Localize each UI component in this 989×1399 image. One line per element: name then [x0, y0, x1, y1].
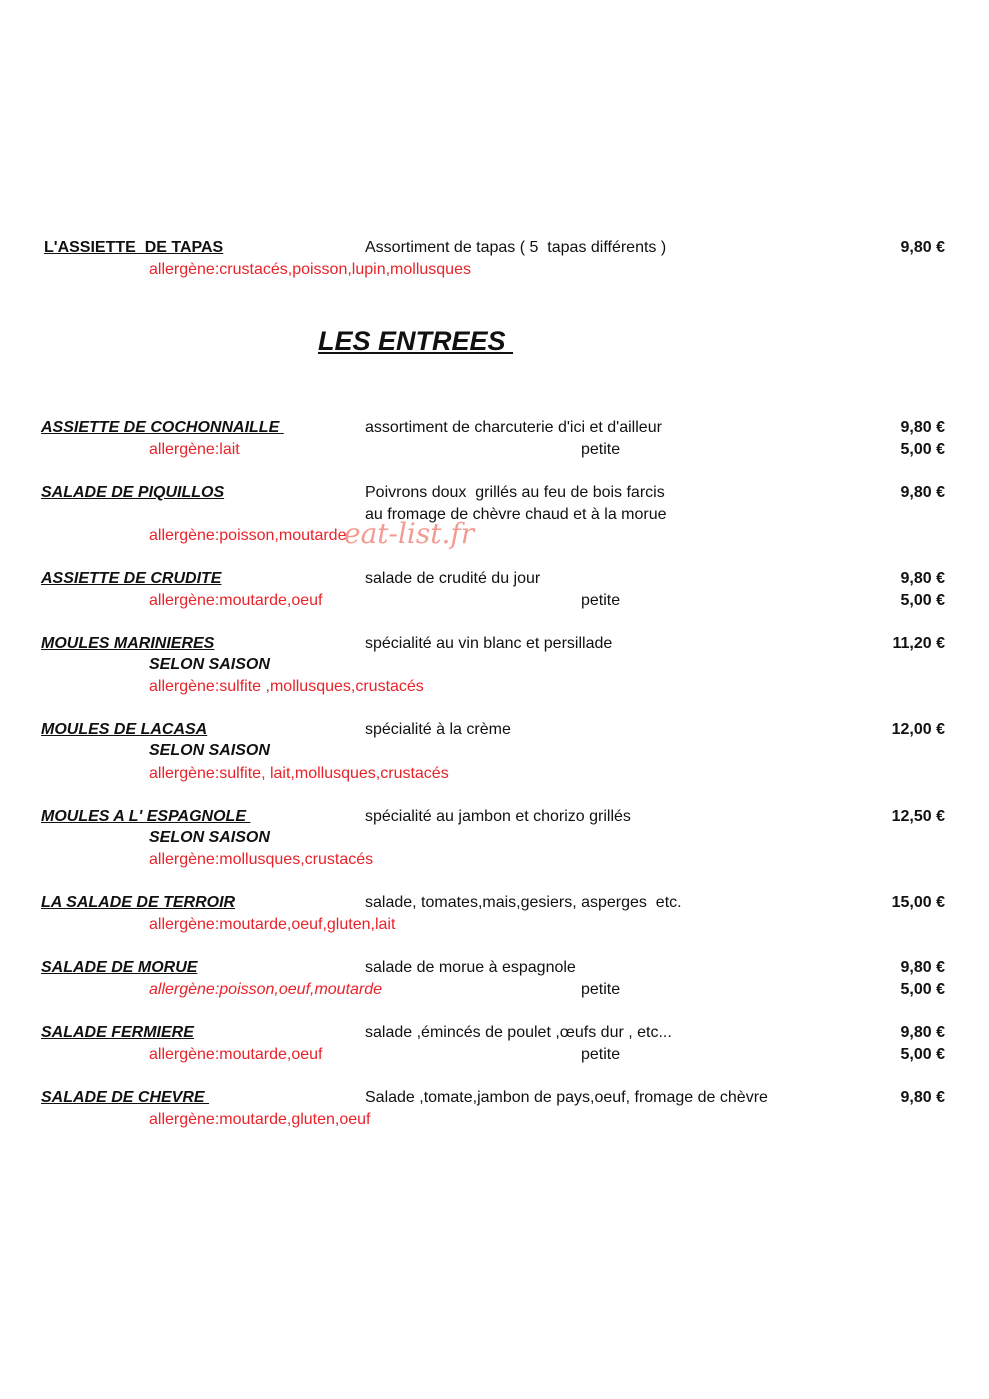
allergen-text: allergène:moutarde,oeuf — [149, 1046, 323, 1063]
note-row — [0, 828, 989, 848]
menu-item-moules-lacasa — [0, 720, 989, 740]
season-note: SELON SAISON — [149, 829, 270, 846]
item-price: 9,80 € — [900, 419, 945, 436]
allergen-row — [0, 850, 989, 870]
item-description-line2: au fromage de chèvre chaud et à la morue — [365, 506, 667, 523]
menu-item-salade-terroir — [0, 893, 989, 913]
allergen-text: allergène:moutarde,oeuf,gluten,lait — [149, 916, 396, 933]
allergen-row — [0, 980, 989, 1000]
item-description: Salade ,tomate,jambon de pays,oeuf, fromage de chèvre — [365, 1089, 768, 1106]
allergen-row — [0, 1110, 989, 1130]
item-price: 9,80 € — [900, 570, 945, 587]
item-description: Assortiment de tapas ( 5 tapas différents ) — [365, 239, 667, 256]
allergen-row — [0, 260, 989, 280]
allergen-row — [0, 764, 989, 784]
allergen-row — [0, 1045, 989, 1065]
item-price: 9,80 € — [900, 1024, 945, 1041]
petite-price: 5,00 € — [900, 981, 945, 998]
petite-label: petite — [581, 1046, 621, 1063]
petite-label: petite — [581, 981, 621, 998]
allergen-text: allergène:lait — [149, 441, 240, 458]
watermark: eat-list.fr — [344, 517, 475, 550]
item-name: LA SALADE DE TERROIR — [41, 894, 236, 911]
item-name: L'ASSIETTE DE TAPAS — [44, 239, 224, 256]
item-name: SALADE DE MORUE — [41, 959, 198, 976]
item-description: spécialité à la crème — [365, 721, 511, 738]
allergen-text: allergène:sulfite ,mollusques,crustacés — [149, 678, 424, 695]
allergen-row — [0, 526, 989, 546]
allergen-row — [0, 677, 989, 697]
item-description: salade ,émincés de poulet ,œufs dur , etc... — [365, 1024, 672, 1041]
item-description: salade, tomates,mais,gesiers, asperges etc. — [365, 894, 682, 911]
menu-item-salade-morue — [0, 958, 989, 978]
allergen-text: allergène:poisson,moutarde — [149, 527, 347, 544]
note-row — [0, 655, 989, 675]
menu-item-moules-espagnole — [0, 807, 989, 827]
item-description: spécialité au vin blanc et persillade — [365, 635, 613, 652]
petite-price: 5,00 € — [900, 441, 945, 458]
item-price: 11,20 € — [892, 635, 945, 652]
item-price: 12,00 € — [891, 721, 945, 738]
item-name: ASSIETTE DE COCHONNAILLE — [41, 419, 284, 436]
item-description: salade de morue à espagnole — [365, 959, 576, 976]
allergen-row — [0, 915, 989, 935]
item-price: 12,50 € — [891, 808, 945, 825]
item-description: salade de crudité du jour — [365, 570, 541, 587]
petite-label: petite — [581, 441, 621, 458]
item-price: 9,80 € — [900, 1089, 945, 1106]
item-price: 15,00 € — [891, 894, 945, 911]
item-name: ASSIETTE DE CRUDITE — [41, 570, 222, 587]
allergen-text: allergène:sulfite, lait,mollusques,crustacés — [149, 765, 449, 782]
item-name: MOULES A L' ESPAGNOLE — [41, 808, 251, 825]
menu-item-moules-marinieres — [0, 634, 989, 654]
petite-label: petite — [581, 592, 621, 609]
item-price: 9,80 € — [900, 959, 945, 976]
note-row — [0, 741, 989, 761]
menu-item-crudite — [0, 569, 989, 589]
item-description: spécialité au jambon et chorizo grillés — [365, 808, 631, 825]
allergen-text: allergène:crustacés,poisson,lupin,mollusques — [149, 261, 471, 278]
item-name: SALADE DE CHEVRE — [41, 1089, 210, 1106]
menu-item-cochonnaille — [0, 418, 989, 438]
menu-item-tapas — [0, 238, 989, 258]
item-price: 9,80 € — [900, 484, 945, 501]
item-name: MOULES DE LACASA — [41, 721, 208, 738]
item-description: assortiment de charcuterie d'ici et d'ailleur — [365, 419, 662, 436]
allergen-row — [0, 591, 989, 611]
menu-item-salade-fermiere — [0, 1023, 989, 1043]
menu-item-salade-chevre — [0, 1088, 989, 1108]
item-name: MOULES MARINIERES — [41, 635, 215, 652]
description-continued-row — [0, 505, 989, 525]
allergen-text: allergène:moutarde,gluten,oeuf — [149, 1111, 371, 1128]
petite-price: 5,00 € — [900, 592, 945, 609]
section-title: LES ENTREES — [318, 326, 514, 356]
allergen-text: allergène:moutarde,oeuf — [149, 592, 323, 609]
item-name: SALADE DE PIQUILLOS — [41, 484, 225, 501]
item-price: 9,80 € — [900, 239, 945, 256]
allergen-text: allergène:poisson,oeuf,moutarde — [149, 981, 383, 998]
season-note: SELON SAISON — [149, 656, 270, 673]
allergen-text: allergène:mollusques,crustacés — [149, 851, 374, 868]
item-description: Poivrons doux grillés au feu de bois farcis — [365, 484, 665, 501]
allergen-row — [0, 440, 989, 460]
season-note: SELON SAISON — [149, 742, 270, 759]
menu-item-piquillos — [0, 483, 989, 503]
item-name: SALADE FERMIERE — [41, 1024, 194, 1041]
petite-price: 5,00 € — [900, 1046, 945, 1063]
